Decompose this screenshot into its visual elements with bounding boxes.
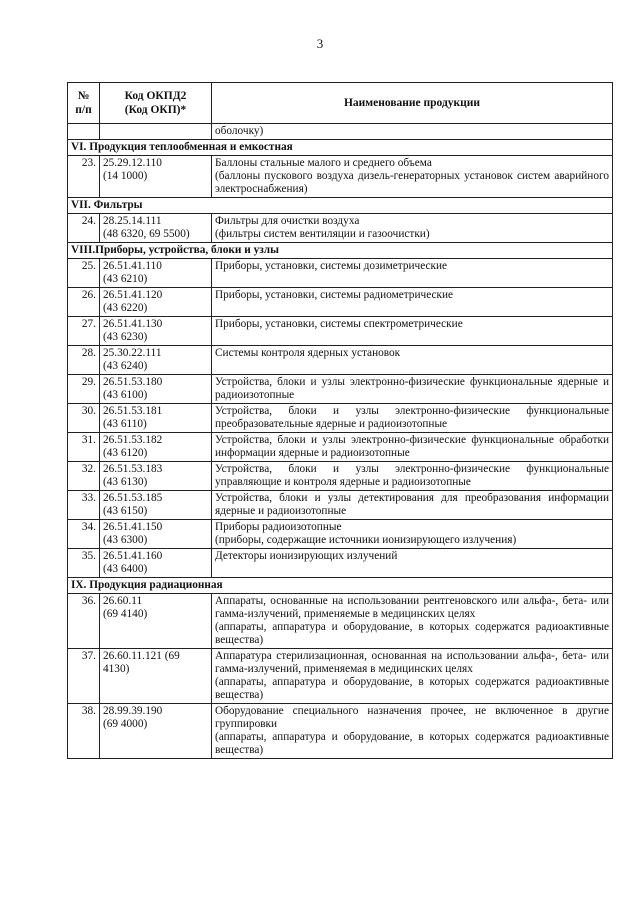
name-line: Баллоны стальные малого и среднего объема: [215, 157, 432, 169]
name-line: (аппараты, аппаратура и оборудование, в которых содержатся радиоактивные вещества): [215, 621, 609, 646]
code-line: 25.29.12.110: [103, 157, 162, 169]
row-number: 36.: [68, 594, 100, 649]
row-number: 27.: [68, 317, 100, 346]
row-name: [212, 549, 613, 578]
row-name: [212, 520, 613, 549]
row-name: [212, 704, 613, 759]
section-row: [68, 578, 613, 594]
table-row: [68, 346, 613, 375]
row-code: [100, 375, 212, 404]
table-row: [68, 491, 613, 520]
name-line: Приборы радиоизотопные: [215, 521, 342, 533]
name-line: (аппараты, аппаратура и оборудование, в которых содержатся радиоактивные вещества): [215, 731, 609, 756]
row-code: [100, 214, 212, 243]
row-name: [212, 375, 613, 404]
code-line: 26.51.41.110: [103, 260, 162, 272]
table-row: [68, 259, 613, 288]
row-code: [100, 404, 212, 433]
row-number: 34.: [68, 520, 100, 549]
row-number: 28.: [68, 346, 100, 375]
name-line: Оборудование специального назначения прочее, не включенное в другие группировки: [215, 705, 609, 730]
code-line: (43 6100): [103, 389, 148, 401]
row-name: [212, 288, 613, 317]
table-row: [68, 214, 613, 243]
code-line: 26.51.41.150: [103, 521, 163, 533]
table-row: [68, 375, 613, 404]
code-line: (43 6210): [103, 273, 148, 285]
code-line: (69 4140): [103, 608, 148, 620]
row-number: 32.: [68, 462, 100, 491]
row-code: [100, 288, 212, 317]
header-num: № п/п: [68, 83, 100, 124]
table-row: [68, 156, 613, 198]
row-name: [212, 462, 613, 491]
name-line: Устройства, блоки и узлы электронно-физические функциональные управляющие и контроля ядерные и радиоизотопные: [215, 463, 609, 488]
name-line: Устройства, блоки и узлы детектирования для преобразования информации ядерные и радиоизотопные: [215, 492, 609, 517]
row-code: [100, 346, 212, 375]
code-line: (43 6120): [103, 447, 148, 459]
row-name: [212, 433, 613, 462]
row-code: [100, 704, 212, 759]
name-line: Устройства, блоки и узлы электронно-физические функциональные ядерные и радиоизотопные: [215, 376, 609, 401]
row-code: [100, 549, 212, 578]
code-line: 26.51.41.130: [103, 318, 163, 330]
row-code: [100, 317, 212, 346]
code-line: (48 6320, 69 5500): [103, 228, 190, 240]
name-line: Приборы, установки, системы радиометрические: [215, 289, 454, 301]
row-name: [212, 214, 613, 243]
products-table: [67, 82, 613, 759]
row-number: 33.: [68, 491, 100, 520]
row-number: 23.: [68, 156, 100, 198]
name-line: (баллоны пускового воздуха дизель-генераторных установок систем аварийного электроснабжения): [215, 170, 609, 195]
table-header: [68, 83, 613, 124]
row-number: 37.: [68, 649, 100, 704]
code-line: 26.51.53.182: [103, 434, 163, 446]
name-line: Аппаратура стерилизационная, основанная на использовании альфа-, бета- или гамма-излучений, применяемая в медицинских целях: [215, 650, 609, 675]
row-number: 25.: [68, 259, 100, 288]
code-line: 26.51.53.183: [103, 463, 163, 475]
table-row: [68, 404, 613, 433]
name-line: Фильтры для очистки воздуха: [215, 215, 360, 227]
name-line: (аппараты, аппаратура и оборудование, в которых содержатся радиоактивные вещества): [215, 676, 609, 701]
code-line: 28.25.14.111: [103, 215, 162, 227]
row-name: [212, 317, 613, 346]
name-line: (приборы, содержащие источники ионизирующего излучения): [215, 534, 517, 546]
code-line: (43 6400): [103, 563, 148, 575]
code-line: (43 6130): [103, 476, 148, 488]
row-number: 24.: [68, 214, 100, 243]
row-name: [212, 491, 613, 520]
table-row: [68, 462, 613, 491]
section-title: VIII.Приборы, устройства, блоки и узлы: [68, 243, 613, 259]
code-line: (43 6230): [103, 331, 148, 343]
section-title: VII. Фильтры: [68, 198, 613, 214]
code-line: (43 6150): [103, 505, 148, 517]
code-line: 26.51.41.120: [103, 289, 163, 301]
row-number: 30.: [68, 404, 100, 433]
code-line: (43 6220): [103, 302, 148, 314]
code-line: 26.51.53.181: [103, 405, 163, 417]
table-row: [68, 594, 613, 649]
section-row: [68, 198, 613, 214]
row-code: [100, 259, 212, 288]
row-code: [100, 520, 212, 549]
name-line: Системы контроля ядерных установок: [215, 347, 401, 359]
name-line: Аппараты, основанные на использовании рентгеновского или альфа-, бета- или гамма-излучений, применяемые в медицинских целях: [215, 595, 609, 620]
section-title: VI. Продукция теплообменная и емкостная: [68, 140, 613, 156]
code-line: 26.60.11.121 (69: [103, 650, 180, 662]
row-name: [212, 156, 613, 198]
row-number: 38.: [68, 704, 100, 759]
row-number: 26.: [68, 288, 100, 317]
row-number: 35.: [68, 549, 100, 578]
code-line: (43 6110): [103, 418, 147, 430]
code-line: 26.51.53.180: [103, 376, 163, 388]
row-code: [100, 156, 212, 198]
continuation-text: оболочку): [212, 124, 613, 140]
name-line: Приборы, установки, системы спектрометрические: [215, 318, 463, 330]
row-name: [212, 346, 613, 375]
code-line: 4130): [103, 663, 130, 675]
row-name: [212, 404, 613, 433]
row-code: [100, 594, 212, 649]
row-code: [100, 462, 212, 491]
code-line: 26.51.41.160: [103, 550, 163, 562]
code-line: (14 1000): [103, 170, 148, 182]
code-line: (43 6300): [103, 534, 148, 546]
code-line: (43 6240): [103, 360, 148, 372]
row-code: [100, 649, 212, 704]
row-name: [212, 649, 613, 704]
code-line: (69 4000): [103, 718, 148, 730]
row-code: [100, 433, 212, 462]
name-line: Устройства, блоки и узлы электронно-физические функциональные обработки информации ядерные и радиоизотопные: [215, 434, 609, 459]
table-row: [68, 649, 613, 704]
row-name: [212, 259, 613, 288]
code-line: 28.99.39.190: [103, 705, 163, 717]
row-code: [100, 491, 212, 520]
header-name: Наименование продукции: [212, 83, 613, 124]
header-code: Код ОКПД2 (Код ОКП)*: [100, 83, 212, 124]
name-line: (фильтры систем вентиляции и газоочистки): [215, 228, 430, 240]
code-line: 26.60.11: [103, 595, 143, 607]
section-row: [68, 140, 613, 156]
row-number: 31.: [68, 433, 100, 462]
continuation-row: [68, 124, 613, 140]
code-line: 26.51.53.185: [103, 492, 163, 504]
code-line: 25.30.22.111: [103, 347, 162, 359]
table-row: [68, 520, 613, 549]
row-name: [212, 594, 613, 649]
table-row: [68, 288, 613, 317]
name-line: Приборы, установки, системы дозиметрические: [215, 260, 448, 272]
table-row: [68, 433, 613, 462]
name-line: Детекторы ионизирующих излучений: [215, 550, 398, 562]
table-row: [68, 549, 613, 578]
section-row: [68, 243, 613, 259]
name-line: Устройства, блоки и узлы электронно-физические функциональные преобразовательные ядерные и радиоизотопные: [215, 405, 609, 430]
row-number: 29.: [68, 375, 100, 404]
section-title: IX. Продукция радиационная: [68, 578, 613, 594]
page-number: 3: [316, 36, 324, 51]
table-row: [68, 704, 613, 759]
table-row: [68, 317, 613, 346]
